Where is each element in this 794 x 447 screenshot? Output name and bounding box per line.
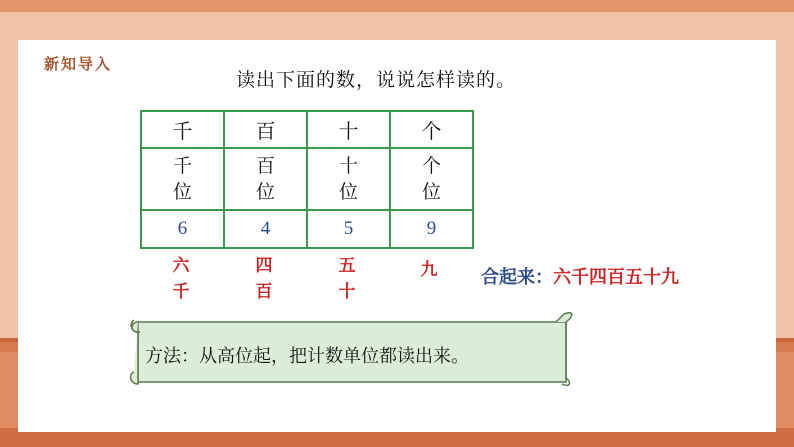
place-cell-hundreds bbox=[224, 148, 307, 210]
scroll-right-curl bbox=[556, 313, 572, 322]
table-row-headers bbox=[141, 111, 473, 148]
instruction-text: 读出下面的数，说说怎样读的。 bbox=[236, 69, 517, 91]
combined-label: 合起来： bbox=[481, 267, 553, 288]
digit-cell-ones: 9 bbox=[390, 210, 473, 248]
place-name-tens: 十位 bbox=[338, 155, 358, 203]
place-name-thousands: 千位 bbox=[172, 155, 192, 203]
frame-top-band bbox=[0, 0, 794, 12]
method-note: 方法：从高位起，把计数单位都读出来。 bbox=[145, 346, 469, 367]
section-tag: 新知导入 bbox=[44, 55, 113, 73]
digit-cell-tens: 5 bbox=[307, 210, 390, 248]
reading-tens: 五十 bbox=[338, 256, 356, 302]
header-cell-thousands: 千 bbox=[141, 111, 224, 148]
frame-left-band bbox=[0, 40, 18, 340]
place-cell-thousands bbox=[141, 148, 224, 210]
header-cell-hundreds: 百 bbox=[224, 111, 307, 148]
digit-cell-hundreds: 4 bbox=[224, 210, 307, 248]
place-name-ones: 个位 bbox=[421, 155, 441, 203]
place-name-hundreds: 百位 bbox=[255, 155, 275, 203]
place-cell-ones bbox=[390, 148, 473, 210]
digit-cell-thousands: 6 bbox=[141, 210, 224, 248]
table-row-place-names bbox=[141, 148, 473, 210]
place-cell-tens bbox=[307, 148, 390, 210]
frame-top-inner-band bbox=[0, 12, 794, 40]
reading-ones: 九 bbox=[420, 260, 438, 280]
combined-reading bbox=[481, 263, 679, 289]
place-value-table bbox=[140, 110, 474, 249]
frame-right-band bbox=[776, 40, 794, 340]
header-cell-ones: 个 bbox=[390, 111, 473, 148]
header-cell-tens: 十 bbox=[307, 111, 390, 148]
combined-value: 六千四百五十九 bbox=[553, 267, 679, 288]
reading-thousands: 六千 bbox=[172, 256, 190, 302]
reading-hundreds: 四百 bbox=[255, 256, 273, 302]
table-row-digits bbox=[141, 210, 473, 248]
